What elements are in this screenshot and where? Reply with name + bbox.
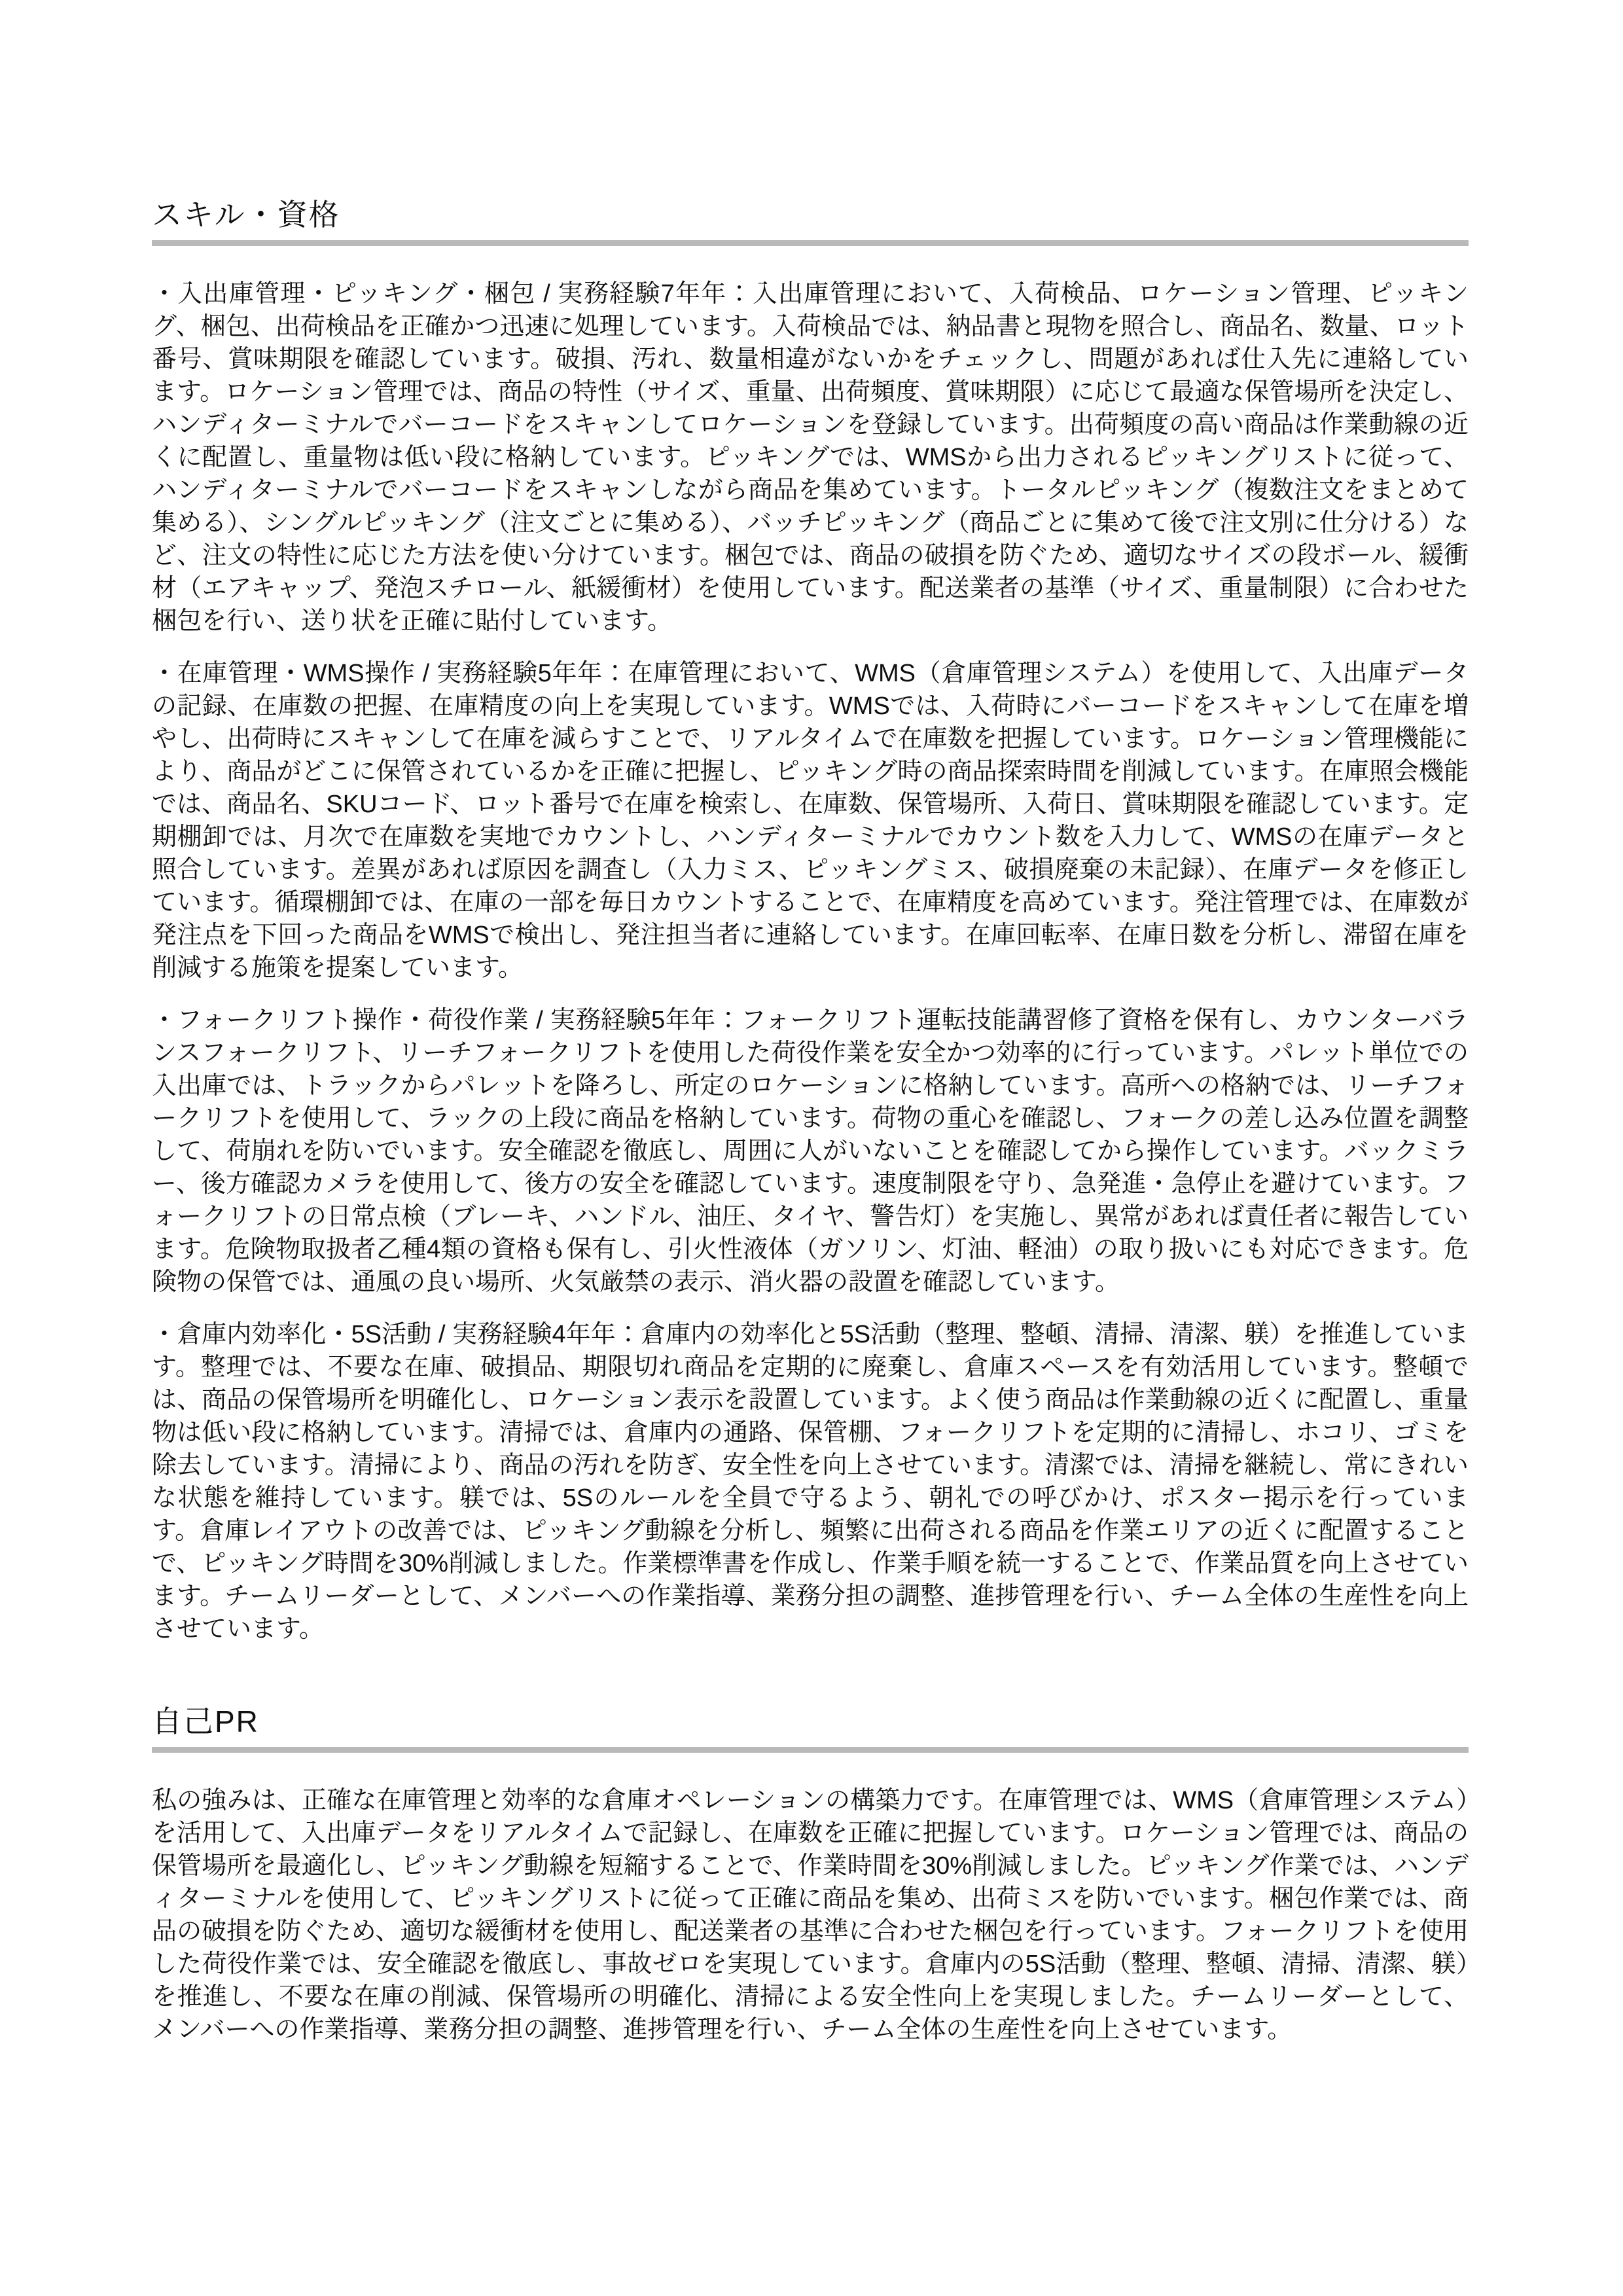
skills-section-title: スキル・資格: [152, 198, 340, 232]
skills-paragraph-forklift-cargo: ・フォークリフト操作・荷役作業 / 実務経験5年年：フォークリフト運転技能講習修了資格を保有し、カウンターバランスフォークリフト、リーチフォークリフトを使用した荷役作業を安全かつ効率的に行っています。パレット単位での入出庫では、トラックからパレットを降ろし、所定のロケーションに格納しています。高所への格納では、リーチフォークリフトを使用して、ラックの上段に商品を格納しています。荷物の重心を確認し、フォークの差し込み位置を調整して、荷崩れを防いでいます。安全確認を徹底し、周囲に人がいないことを確認してから操作しています。バックミラー、後方確認カメラを使用して、後方の安全を確認しています。速度制限を守り、急発進・急停止を避けています。フォークリフトの日常点検（ブレーキ、ハンドル、油圧、タイヤ、警告灯）を実施し、異常があれば責任者に報告しています。危険物取扱者乙種4類の資格も保有し、引火性液体（ガソリン、灯油、軽油）の取り扱いにも対応できます。危険物の保管では、通風の良い場所、火気厳禁の表示、消火器の設置を確認しています。: [152, 1007, 1469, 1296]
skills-paragraph-shipping-picking-packing: ・入出庫管理・ピッキング・梱包 / 実務経験7年年：入出庫管理において、入荷検品、ロケーション管理、ピッキング、梱包、出荷検品を正確かつ迅速に処理しています。入荷検品では、納品書と現物を照合し、商品名、数量、ロット番号、賞味期限を確認しています。破損、汚れ、数量相違がないかをチェックし、問題があれば仕入先に連絡しています。ロケーション管理では、商品の特性（サイズ、重量、出荷頻度、賞味期限）に応じて最適な保管場所を決定し、ハンディターミナルでバーコードをスキャンしてロケーションを登録しています。出荷頻度の高い商品は作業動線の近くに配置し、重量物は低い段に格納しています。ピッキングでは、WMSから出力されるピッキングリストに従って、ハンディターミナルでバーコードをスキャンしながら商品を集めています。トータルピッキング（複数注文をまとめて集める）、シングルピッキング（注文ごとに集める）、バッチピッキング（商品ごとに集めて後で注文別に仕分ける）など、注文の特性に応じた方法を使い分けています。梱包では、商品の破損を防ぐため、適切なサイズの段ボール、緩衝材（エアキャップ、発泡スチロール、紙緩衝材）を使用しています。配送業者の基準（サイズ、重量制限）に合わせた梱包を行い、送り状を正確に貼付しています。: [152, 280, 1469, 635]
self-pr-section-divider: [152, 1747, 1469, 1753]
skills-paragraph-5s-efficiency: ・倉庫内効率化・5S活動 / 実務経験4年年：倉庫内の効率化と5S活動（整理、整頓、清掃、清潔、躾）を推進しています。整理では、不要な在庫、破損品、期限切れ商品を定期的に廃棄し、倉庫スペースを有効活用しています。整頓では、商品の保管場所を明確化し、ロケーション表示を設置しています。よく使う商品は作業動線の近くに配置し、重量物は低い段に格納しています。清掃では、倉庫内の通路、保管棚、フォークリフトを定期的に清掃し、ホコリ、ゴミを除去しています。清掃により、商品の汚れを防ぎ、安全性を向上させています。清潔では、清掃を継続し、常にきれいな状態を維持しています。躾では、5Sのルールを全員で守るよう、朝礼での呼びかけ、ポスター掲示を行っています。倉庫レイアウトの改善では、ピッキング動線を分析し、頻繁に出荷される商品を作業エリアの近くに配置することで、ピッキング時間を30%削減しました。作業標準書を作成し、作業手順を統一することで、作業品質を向上させています。チームリーダーとして、メンバーへの作業指導、業務分担の調整、進捗管理を行い、チーム全体の生産性を向上させています。: [152, 1321, 1469, 1643]
skills-section-divider: [152, 240, 1469, 246]
self-pr-paragraph: 私の強みは、正確な在庫管理と効率的な倉庫オペレーションの構築力です。在庫管理では、WMS（倉庫管理システム）を活用して、入出庫データをリアルタイムで記録し、在庫数を正確に把握しています。ロケーション管理では、商品の保管場所を最適化し、ピッキング動線を短縮することで、作業時間を30%削減しました。ピッキング作業では、ハンディターミナルを使用して、ピッキングリストに従って正確に商品を集め、出荷ミスを防いでいます。梱包作業では、商品の破損を防ぐため、適切な緩衝材を使用し、配送業者の基準に合わせた梱包を行っています。フォークリフトを使用した荷役作業では、安全確認を徹底し、事故ゼロを実現しています。倉庫内の5S活動（整理、整頓、清掃、清潔、躾）を推進し、不要な在庫の削減、保管場所の明確化、清掃による安全性向上を実現しました。チームリーダーとして、メンバーへの作業指導、業務分担の調整、進捗管理を行い、チーム全体の生産性を向上させています。: [152, 1787, 1469, 2043]
section-self-pr: [152, 1703, 1469, 2046]
section-skills-qualifications: [152, 196, 1469, 1645]
self-pr-section-title: 自己PR: [152, 1704, 259, 1738]
skills-paragraph-inventory-wms: ・在庫管理・WMS操作 / 実務経験5年年：在庫管理において、WMS（倉庫管理システム）を使用して、入出庫データの記録、在庫数の把握、在庫精度の向上を実現しています。WMSでは、入荷時にバーコードをスキャンして在庫を増やし、出荷時にスキャンして在庫を減らすことで、リアルタイムで在庫数を把握しています。ロケーション管理機能により、商品がどこに保管されているかを正確に把握し、ピッキング時の商品探索時間を削減しています。在庫照会機能では、商品名、SKUコード、ロット番号で在庫を検索し、在庫数、保管場所、入荷日、賞味期限を確認しています。定期棚卸では、月次で在庫数を実地でカウントし、ハンディターミナルでカウント数を入力して、WMSの在庫データと照合しています。差異があれば原因を調査し（入力ミス、ピッキングミス、破損廃棄の未記録）、在庫データを修正しています。循環棚卸では、在庫の一部を毎日カウントすることで、在庫精度を高めています。発注管理では、在庫数が発注点を下回った商品をWMSで検出し、発注担当者に連絡しています。在庫回転率、在庫日数を分析し、滞留在庫を削減する施策を提案しています。: [152, 660, 1469, 982]
